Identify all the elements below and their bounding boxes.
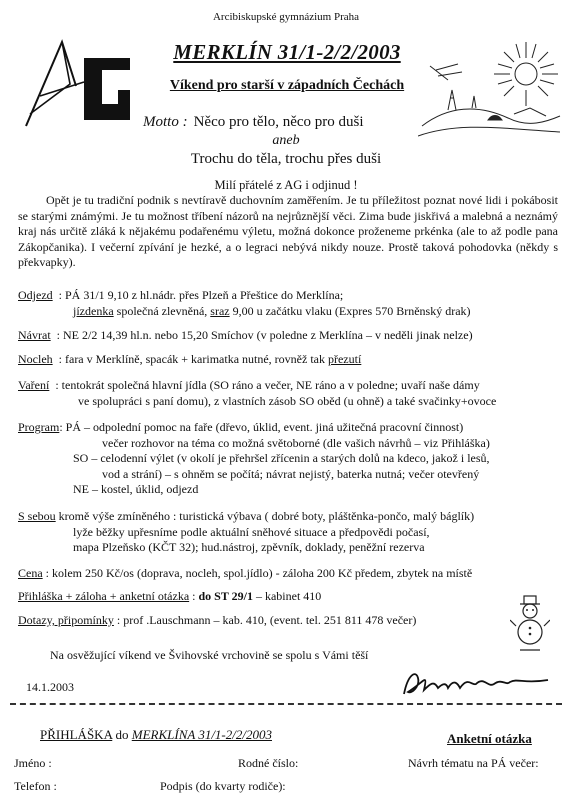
program-label: Program — [18, 420, 60, 434]
nocleh-label: Nocleh — [18, 352, 53, 366]
page-subtitle: Víkend pro starší v západních Čechách — [169, 78, 405, 93]
dotazy-text: : prof .Lauschmann – kab. 410, (event. tel. 251 811 478 večer) — [113, 613, 417, 627]
closing-line: Na osvěžující víkend ve Švihovské vrchovině se spolu s Vámi těší — [50, 648, 369, 662]
odjezd-section — [18, 288, 558, 319]
winter-landscape-illustration — [418, 36, 562, 144]
sebou-label: S sebou — [18, 509, 56, 523]
sebou-line-3: mapa Plzeňsko (KČT 32); hud.nástroj, zpěvník, doklady, peněžní rezerva — [73, 540, 425, 554]
sebou-line-2: lyže běžky upřesníme podle aktuální sněhové situace a předpovědi počasí, — [73, 524, 430, 539]
program-line-4: vod a strání) – s ohněm se počítá; návrat nejistý, baterka nutná; večer otevřený — [102, 466, 480, 481]
cena-text: : kolem 250 Kč/os (doprava, nocleh, spol.jídlo) - záloha 200 Kč předem, zbytek na místě — [42, 566, 473, 580]
sraz-label: sraz — [210, 303, 230, 318]
vareni-line-2: ve spolupráci s paní domu), z vlastních zásob SO oběd (u ohně) a také svačinky+ovoce — [78, 393, 497, 408]
school-name: Arcibiskupské gymnázium Praha — [212, 11, 360, 23]
ag-logo — [18, 34, 136, 130]
vareni-section — [18, 378, 563, 409]
page-title: MERKLÍN 31/1-2/2/2003 — [173, 40, 401, 64]
motto-text-1: Něco pro tělo, něco pro duši — [193, 114, 364, 130]
telefon-field[interactable]: Telefon : — [14, 779, 57, 793]
prihlaska-info — [18, 589, 563, 605]
dotazy-section — [18, 613, 518, 629]
program-line-1: : PÁ – odpolední pomoc na faře (dřevo, úklid, event. jiná užitečná pracovní činnost) — [59, 420, 464, 434]
jizdenka-label: jízdenka — [73, 303, 114, 318]
dotazy-label: Dotazy, připomínky — [18, 613, 114, 627]
program-line-5: NE – kostel, úklid, odjezd — [73, 482, 199, 496]
odjezd-line-2b: 9,00 u začátku vlaku (Expres 570 Brněnský drak) — [229, 303, 471, 318]
navrat-section — [18, 328, 563, 344]
vareni-label: Vaření — [18, 378, 50, 392]
form-title-do: do — [112, 727, 132, 742]
nocleh-section — [18, 352, 558, 368]
odjezd-line-2a: společná zlevněná, — [113, 303, 211, 318]
motto-aneb: aneb — [272, 133, 300, 148]
odjezd-label: Odjezd — [18, 288, 53, 302]
form-title-prihlaska: PŘIHLÁŠKA — [40, 727, 113, 742]
rodne-cislo-field[interactable]: Rodné číslo: — [238, 756, 299, 770]
date: 14.1.2003 — [26, 680, 74, 694]
prihlaska-rest: – kabinet 410 — [252, 589, 322, 603]
sebou-section — [18, 509, 563, 556]
prezuti-label: přezutí — [327, 352, 362, 366]
form-title — [40, 727, 272, 743]
motto-line-1 — [143, 114, 364, 131]
navrh-tematu-field[interactable]: Návrh tématu na PÁ večer: — [408, 756, 539, 770]
anketa-title: Anketní otázka — [447, 731, 532, 746]
prihlaska-sep: : — [189, 589, 199, 603]
motto-line-2: Trochu do těla, trochu přes duši — [190, 151, 382, 167]
cena-label: Cena — [18, 566, 43, 580]
nocleh-text: : fara v Merklíně, spacák + karimatka nutné, rovněž tak — [58, 352, 328, 366]
greeting: Milí přátelé z AG i odjinud ! — [214, 178, 358, 192]
intro-paragraph: Opět je tu tradiční podnik s nevtíravě duchovním zaměřením. Je tu příležitost poznat nové lidi i pokábosit se starými známými. Je tu možnost tříbení názorů na nejrůznější věci. Zima bude jiskřivá a malebná a neznámý kraj nás určitě zláká k nějakému podařenému výletu, možná dokonce proženeme prkénka (ale to až podle pana Zákopčanika). I večerní zpívání je hezké, a o legraci nebývá nikdy nouze. Prostě taková pohodovka (někdy s překvapky). — [18, 193, 558, 270]
prihlaska-label: Přihláška + záloha + anketní otázka — [18, 589, 190, 603]
navrat-text: : NE 2/2 14,39 hl.n. nebo 15,20 Smíchov (v poledne z Merklína – v neděli jinak nelze) — [56, 328, 473, 342]
program-section — [18, 420, 563, 498]
cena-section — [18, 566, 563, 582]
program-line-3: SO – celodenní výlet (v okolí je přehršel zřícenin a starých dolů na kdeco, jakož i lesů, — [73, 451, 490, 465]
prihlaska-deadline: do ST 29/1 — [198, 589, 253, 603]
program-line-2: večer rozhovor na téma co možná světoborné (dle vašich návrhů – viz Přihláška) — [102, 435, 490, 450]
form-title-event: MERKLÍNA 31/1-2/2/2003 — [131, 727, 272, 742]
jmeno-field[interactable]: Jméno : — [14, 756, 52, 770]
odjezd-line-1: : PÁ 31/1 9,10 z hl.nádr. přes Plzeň a Přeštice do Merklína; — [58, 288, 344, 302]
sebou-line-1: kromě výše zmíněného : turistická výbava ( dobré boty, pláštěnka-pončo, malý báglík) — [55, 509, 475, 523]
vareni-line-1: : tentokrát společná hlavní jídla (SO ráno a večer, NE ráno a v poledne; uvaří naše dámy — [55, 378, 480, 392]
podpis-field[interactable]: Podpis (do kvarty rodiče): — [160, 779, 286, 793]
signature — [398, 664, 558, 704]
cut-line — [10, 703, 562, 705]
navrat-label: Návrat — [18, 328, 51, 342]
motto-label: Motto : — [143, 114, 188, 130]
